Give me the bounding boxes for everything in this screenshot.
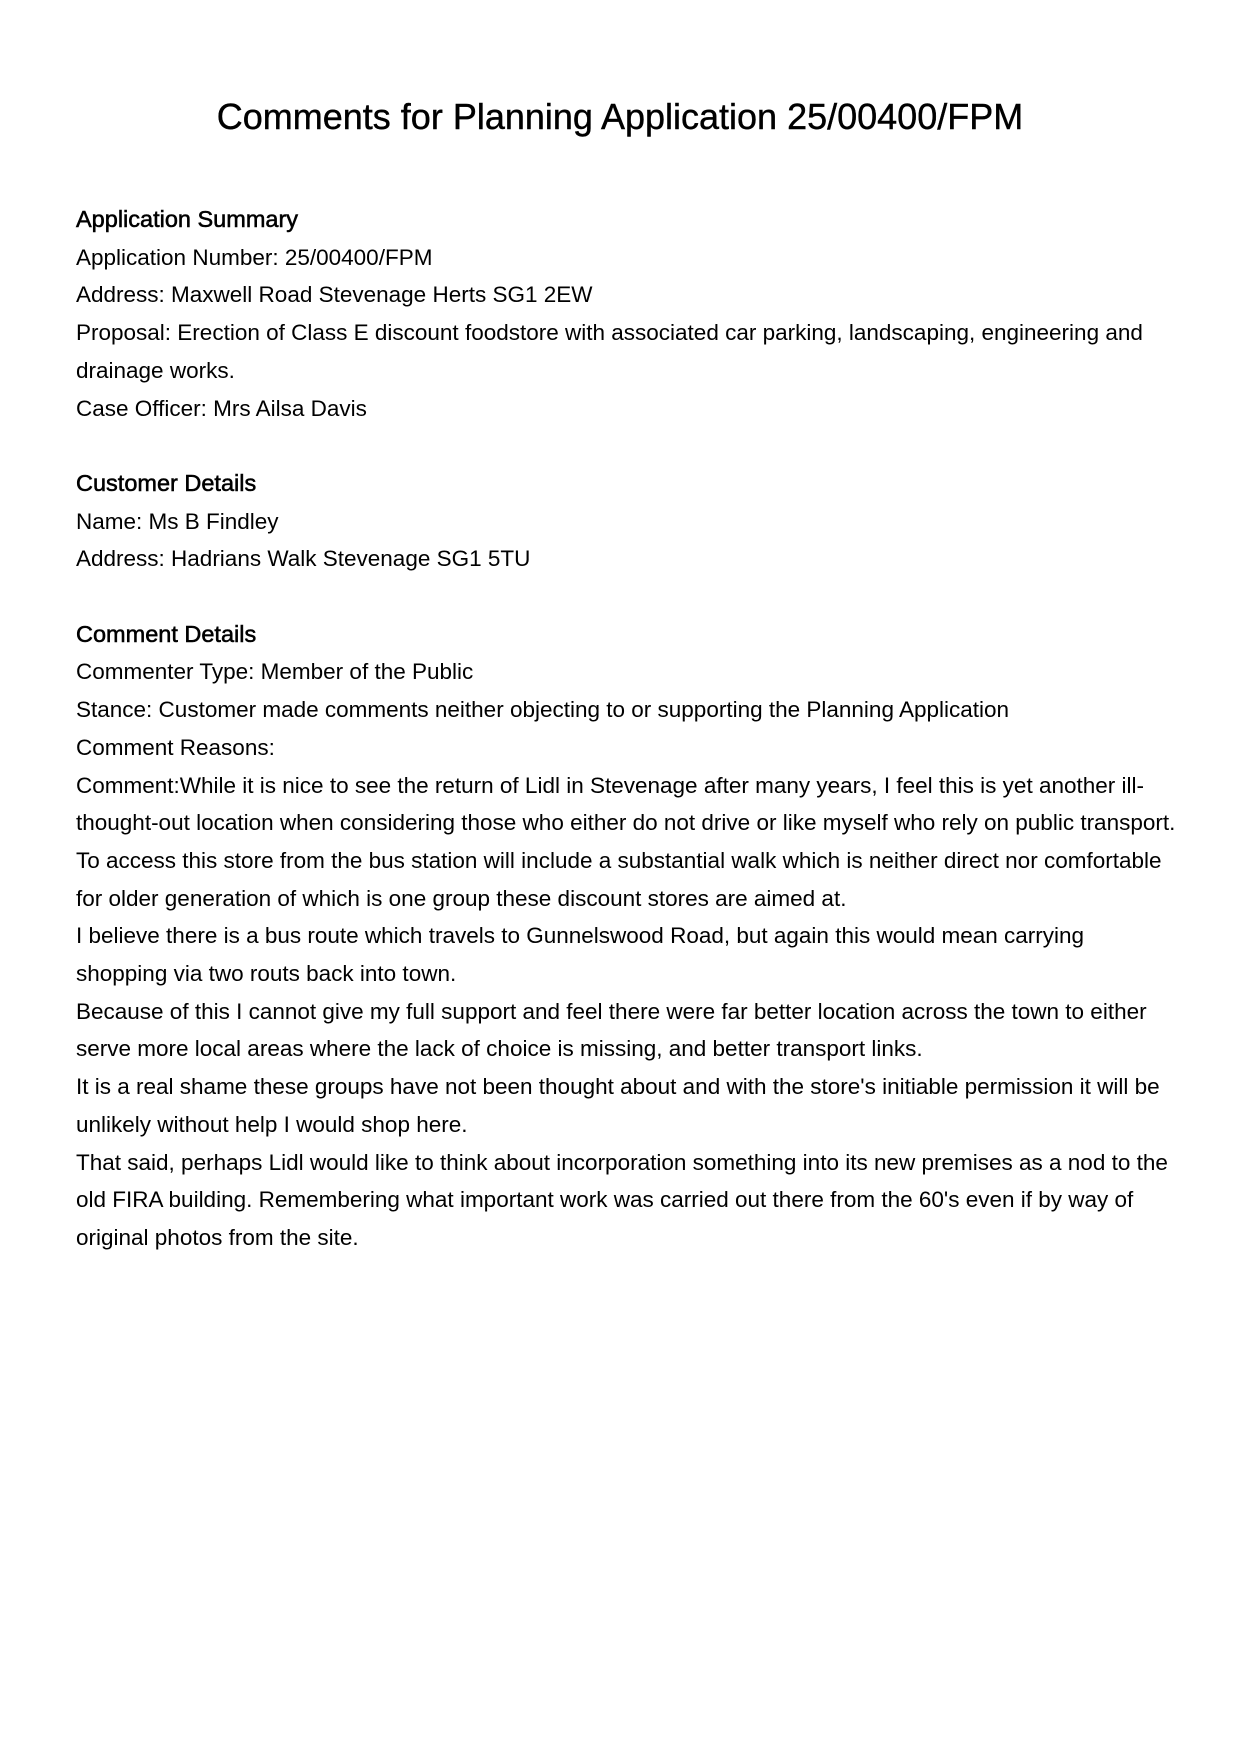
application-address: Address: Maxwell Road Stevenage Herts SG1 2EW (76, 282, 593, 308)
customer-address: Address: Hadrians Walk Stevenage SG1 5TU (76, 546, 531, 572)
application-number: Application Number: 25/00400/FPM (76, 244, 433, 270)
comment-details-heading: Comment Details (76, 620, 257, 647)
customer-details-section (76, 465, 1176, 578)
comment-paragraph: Comment:While it is nice to see the return of Lidl in Stevenage after many years, I feel this is yet another ill-thought-out location when considering those who either do not drive or like myself who rely on public transport. (76, 772, 1176, 836)
comment-paragraph: It is a real shame these groups have not been thought about and with the store's initiable permission it will be unlikely without help I would shop here. (76, 1074, 1160, 1137)
customer-name: Name: Ms B Findley (76, 508, 279, 534)
comment-paragraph: Because of this I cannot give my full support and feel there were far better location across the town to either serve more local areas where the lack of choice is missing, and better transport links. (76, 998, 1147, 1062)
application-summary-section (76, 201, 1176, 427)
comment-details-section (76, 616, 1176, 1257)
comment-paragraph: That said, perhaps Lidl would like to think about incorporation something into its new premises as a nod to the old FIRA building. Remembering what important work was carried out there from the 60's even if by way of original photos from the site. (76, 1149, 1168, 1250)
comment-paragraph: To access this store from the bus station will include a substantial walk which is neither direct nor comfortable for older generation of which is one group these discount stores are aimed at. (76, 847, 1162, 911)
comment-stance: Stance: Customer made comments neither objecting to or supporting the Planning Application (76, 697, 1010, 723)
application-summary-heading: Application Summary (76, 206, 299, 232)
comment-paragraph: I believe there is a bus route which travels to Gunnelswood Road, but again this would mean carrying shopping via two routs back into town. (76, 923, 1085, 987)
case-officer: Case Officer: Mrs Ailsa Davis (76, 395, 367, 421)
page-title: Comments for Planning Application 25/00400/FPM (216, 96, 1024, 137)
commenter-type: Commenter Type: Member of the Public (76, 659, 474, 685)
comment-reasons: Comment Reasons: (76, 734, 275, 760)
customer-details-heading: Customer Details (76, 469, 257, 496)
document-body (76, 201, 1176, 1294)
application-proposal: Proposal: Erection of Class E discount foodstore with associated car parking, landscaping, engineering and drainage works. (76, 320, 1143, 383)
